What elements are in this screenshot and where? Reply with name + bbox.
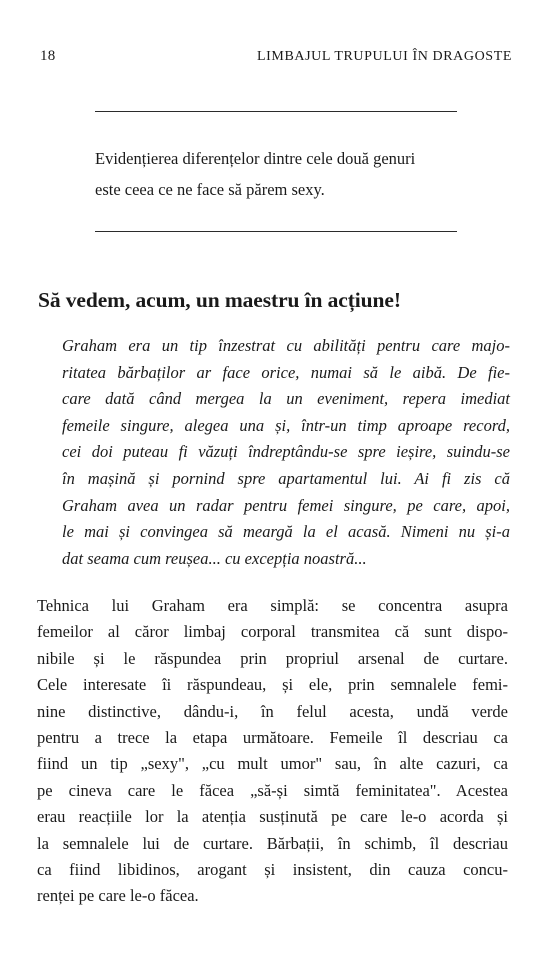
callout-line: este ceea ce ne face să părem sexy. [95,180,325,199]
body-line: la semnalele lui de curtare. Bărbații, în schimb, îl descriau [37,833,508,853]
body-line: pentru a trece la etapa următoare. Femeile îl descriau ca [37,728,508,748]
body-paragraph [37,593,508,910]
body-line: erau reacțiile lor la atenția susținută pe care le-o acorda și [37,807,508,827]
callout-top-rule [95,111,457,112]
story-line: femeile singure, alegea una și, într-un timp aproape record, [62,415,510,435]
body-line: nine distinctive, dându-i, în felul acesta, undă verde [37,701,508,721]
story-line: în mașină și pornind spre apartamentul lui. Ai fi zis că [62,468,510,488]
story-line: le mai și convingea să meargă la el acasă. Nimeni nu și-a [62,522,510,542]
callout-line: Evidențierea diferențelor dintre cele două genuri [95,149,416,168]
running-title: LIMBAJUL TRUPULUI ÎN DRAGOSTE [256,49,512,64]
body-line: Tehnica lui Graham era simplă: se concentra asupra [37,596,508,615]
callout-quote [95,143,465,205]
body-line: nibile și le răspundea prin propriul arsenal de curtare. [37,648,508,668]
story-paragraph [62,333,510,572]
body-line: pe cineva care le făcea „să-și simtă feminitatea". Acestea [37,780,508,800]
body-line: Cele interesate îi răspundeau, și ele, prin semnalele femi- [37,675,508,695]
story-line: cei doi puteau fi văzuți îndreptându-se spre ieșire, suindu-se [62,442,510,462]
body-line: fiind un tip „sexy", „cu mult umor" sau, în alte cazuri, ca [37,754,508,774]
section-heading: Să vedem, acum, un maestru în acțiune! [38,288,401,312]
story-line: Graham era un tip înzestrat cu abilități pentru care majo- [62,336,510,355]
story-line: care dată când mergea la un eveniment, repera imediat [62,389,510,409]
body-line: renței pe care le-o făcea. [37,886,199,906]
callout-bottom-rule [95,231,457,232]
page-number: 18 [40,48,56,64]
story-line: ritatea bărbaților ar face orice, numai să le aibă. De fie- [62,362,510,382]
story-line: Graham avea un radar pentru femei singure, pe care, apoi, [62,495,510,515]
body-line: femeilor al căror limbaj corporal transmitea că sunt dispo- [37,622,508,642]
body-line: ca fiind libidinos, arogant și insistent, din cauza concu- [37,860,508,880]
story-line: dat seama cum reușea... cu excepția noastră... [62,548,367,568]
